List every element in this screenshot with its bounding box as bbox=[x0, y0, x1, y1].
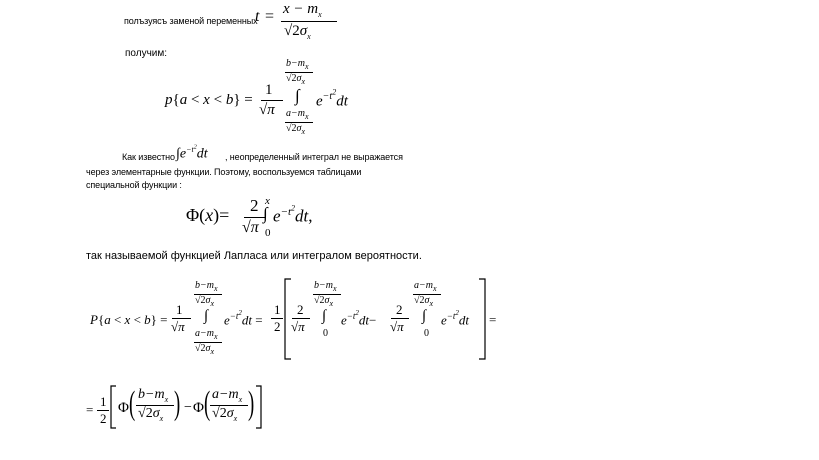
coef-bar bbox=[261, 100, 283, 101]
final-phi-1: Φ bbox=[118, 400, 129, 416]
final-den-1: $√2\sigma_x$ bbox=[138, 406, 164, 423]
term2-lower-zero: 0 bbox=[424, 328, 429, 339]
laplace-text: так называемой функцией Лапласа или интегралом вероятности. bbox=[86, 250, 422, 262]
fraction-bar bbox=[281, 21, 337, 22]
integrand-1: $e^{-t^2}dt$ bbox=[316, 88, 348, 110]
final-half-den: 2 bbox=[100, 411, 107, 426]
get-text: получим: bbox=[125, 48, 168, 59]
final-lparen-2: ( bbox=[204, 385, 211, 422]
p2-upper-den: $√2\sigma_x$ bbox=[195, 295, 214, 308]
final-phi-2: Φ bbox=[193, 400, 204, 416]
phi-integrand: $e^{-t^2}dt$, bbox=[273, 203, 313, 226]
integral-sign-1: ∫ bbox=[295, 86, 300, 105]
p2-coef-sqrt-pi: √π bbox=[171, 319, 185, 334]
term1-upper-den: $√2\sigma_x$ bbox=[314, 295, 333, 308]
final-minus: − bbox=[184, 400, 192, 415]
term2-coef-two: 2 bbox=[396, 302, 403, 317]
final-num-2: $a-m_x$ bbox=[212, 387, 243, 404]
term2-coef-sqrt-pi: √π bbox=[390, 319, 404, 334]
final-num-1: $b-m_x$ bbox=[138, 387, 169, 404]
half-num: 1 bbox=[274, 302, 281, 317]
inline-integral: $\int e^{-t^2}dt$ bbox=[176, 144, 208, 162]
formula-denominator: $√2\sigma_x$ bbox=[284, 23, 311, 41]
formula-numerator: $x - m_x$ bbox=[283, 1, 322, 19]
elementary-functions-text: через элементарные функции. Поэтому, воспользуемся таблицами bbox=[86, 167, 362, 177]
final-eq: = bbox=[86, 402, 94, 417]
term1-coef-sqrt-pi: √π bbox=[291, 319, 305, 334]
term2-integral-sign: ∫ bbox=[422, 308, 427, 324]
term2-upper-num: $a-m_x$ bbox=[414, 280, 437, 293]
final-rparen-1: ) bbox=[174, 385, 181, 422]
p2-lower-num: $a-m_x$ bbox=[195, 328, 218, 341]
lower-limit-den: $√2\sigma_x$ bbox=[286, 123, 305, 136]
phi-integral-sign: ∫ bbox=[263, 204, 268, 223]
p2-coef-one: 1 bbox=[176, 302, 183, 317]
p2-integrand: $e^{-t^2}dt$ = bbox=[224, 309, 263, 328]
final-lparen-1: ( bbox=[129, 385, 136, 422]
formula-t-var: t bbox=[255, 8, 260, 25]
phi-lower-zero: 0 bbox=[265, 227, 271, 239]
upper-limit-num: $b-m_x$ bbox=[286, 58, 309, 71]
phi-coef-two: 2 bbox=[250, 196, 259, 215]
term1-integrand: $e^{-t^2}dt-$ bbox=[341, 309, 377, 328]
special-function-text: специальной функции : bbox=[86, 180, 182, 190]
term1-integral-sign: ∫ bbox=[322, 308, 327, 324]
final-rparen-2: ) bbox=[248, 385, 255, 422]
term1-lower-zero: 0 bbox=[323, 328, 328, 339]
term1-upper-num: $b-m_x$ bbox=[314, 280, 337, 293]
lower-limit-num: $a-m_x$ bbox=[286, 108, 309, 121]
final-left-bracket bbox=[110, 385, 117, 429]
final-right-bracket bbox=[255, 385, 262, 429]
term2-upper-den: $√2\sigma_x$ bbox=[414, 295, 433, 308]
prob-expression-1: p{a < x < b} = bbox=[165, 92, 253, 108]
final-den-2: $√2\sigma_x$ bbox=[212, 406, 238, 423]
known-text: Как известно bbox=[122, 152, 175, 162]
right-big-bracket bbox=[478, 278, 486, 360]
phi-definition: Φ(x)= bbox=[186, 205, 230, 225]
term2-integrand: $e^{-t^2}dt$ bbox=[441, 309, 469, 328]
p2-integral-sign: ∫ bbox=[204, 308, 209, 324]
formula-eq: = bbox=[265, 8, 275, 25]
p2-upper-num: $b-m_x$ bbox=[195, 280, 218, 293]
phi-coef-sqrt-pi: √π bbox=[242, 219, 259, 236]
upper-limit-den: $√2\sigma_x$ bbox=[286, 73, 305, 86]
not-expressed-text: , неопределенный интеграл не выражается bbox=[225, 152, 403, 162]
trailing-eq: = bbox=[489, 312, 497, 327]
coef-sqrt-pi: √π bbox=[259, 102, 275, 118]
coef-one: 1 bbox=[265, 82, 273, 98]
term1-coef-two: 2 bbox=[297, 302, 304, 317]
p2-lower-den: $√2\sigma_x$ bbox=[195, 343, 214, 356]
half-den: 2 bbox=[274, 319, 281, 334]
final-half-num: 1 bbox=[100, 394, 107, 409]
prob-expression-2: P{a < x < b} = bbox=[90, 312, 168, 327]
phi-upper-x: x bbox=[265, 195, 270, 207]
substitution-text: полъзуясъ заменой переменных bbox=[124, 16, 258, 26]
